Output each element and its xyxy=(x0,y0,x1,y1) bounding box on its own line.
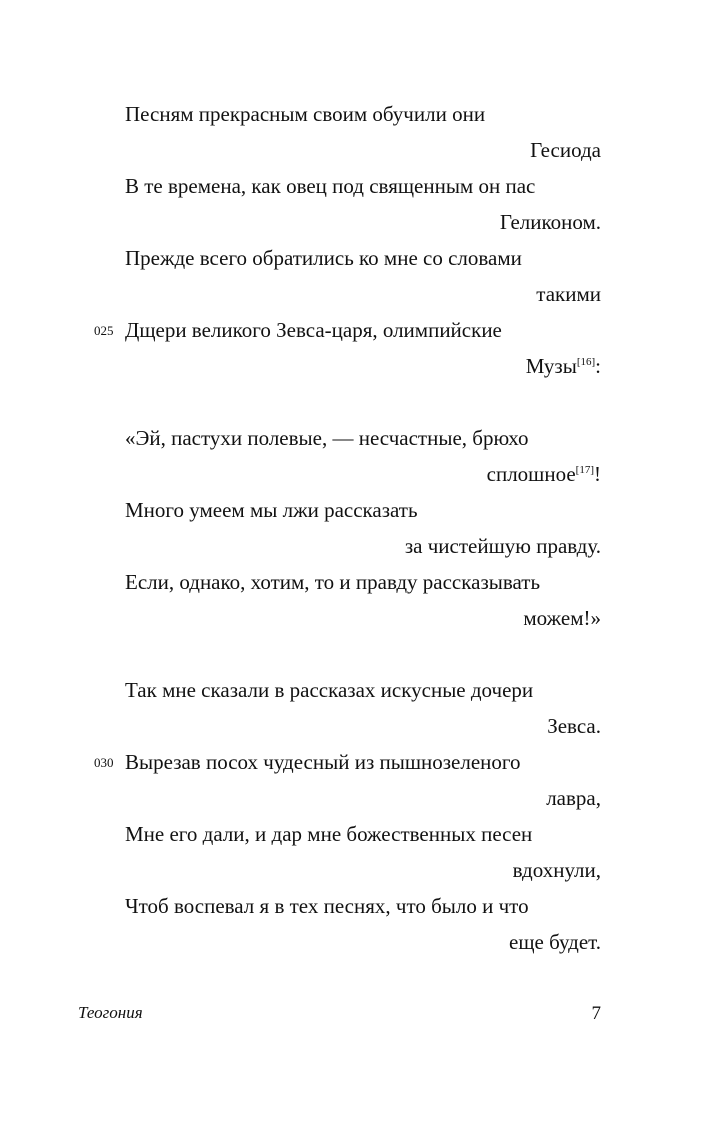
verse-line: «Эй, пастухи полевые, — несчастные, брюхо xyxy=(125,426,529,450)
verse-line: Чтоб воспевал я в тех песнях, что было и что xyxy=(125,894,529,918)
verse-line-continuation: Геликоном. xyxy=(499,210,601,234)
verse-line: Много умеем мы лжи рассказать xyxy=(125,498,418,522)
verse-line-continuation: лавра, xyxy=(546,786,601,810)
verse-line-continuation: можем!» xyxy=(523,606,601,630)
verse-line: 025 Дщери великого Зевса-царя, олимпийские xyxy=(0,312,709,348)
verse-line-continuation: еще будет. xyxy=(509,930,601,954)
stanza-3 xyxy=(0,672,709,960)
verse-line-continuation: сплошное[17]! xyxy=(486,462,601,486)
verse-line: Так мне сказали в рассказах искусные дочери xyxy=(125,678,534,702)
verse-line-continuation: за чистейшую правду. xyxy=(404,534,601,558)
footnote-ref[interactable]: [17] xyxy=(575,464,594,476)
verse-line-continuation: вдохнули, xyxy=(512,858,601,882)
page-number: 7 xyxy=(591,1003,601,1024)
verse-line: Прежде всего обратились ко мне со словами xyxy=(125,246,522,270)
verse-line-continuation: Гесиода xyxy=(530,138,601,162)
verse-line: 030 Вырезав посох чудесный из пышнозеленого xyxy=(0,744,709,780)
running-footer-title: Теогония xyxy=(78,1003,143,1022)
verse-line-continuation: Зевса. xyxy=(547,714,601,738)
verse-line-continuation: Музы[16]: xyxy=(525,354,601,378)
verse-line: В те времена, как овец под священным он пас xyxy=(125,174,536,198)
stanza-1 xyxy=(0,96,709,384)
verse-line: Мне его дали, и дар мне божественных песен xyxy=(125,822,533,846)
line-number: 025 xyxy=(94,323,114,338)
verse-line: Если, однако, хотим, то и правду рассказывать xyxy=(125,570,541,594)
stanza-2 xyxy=(0,420,709,636)
verse-line-continuation: такими xyxy=(536,282,601,306)
line-number: 030 xyxy=(94,755,114,770)
footnote-ref[interactable]: [16] xyxy=(576,356,596,368)
verse-line: Песням прекрасным своим обучили они xyxy=(125,102,486,126)
